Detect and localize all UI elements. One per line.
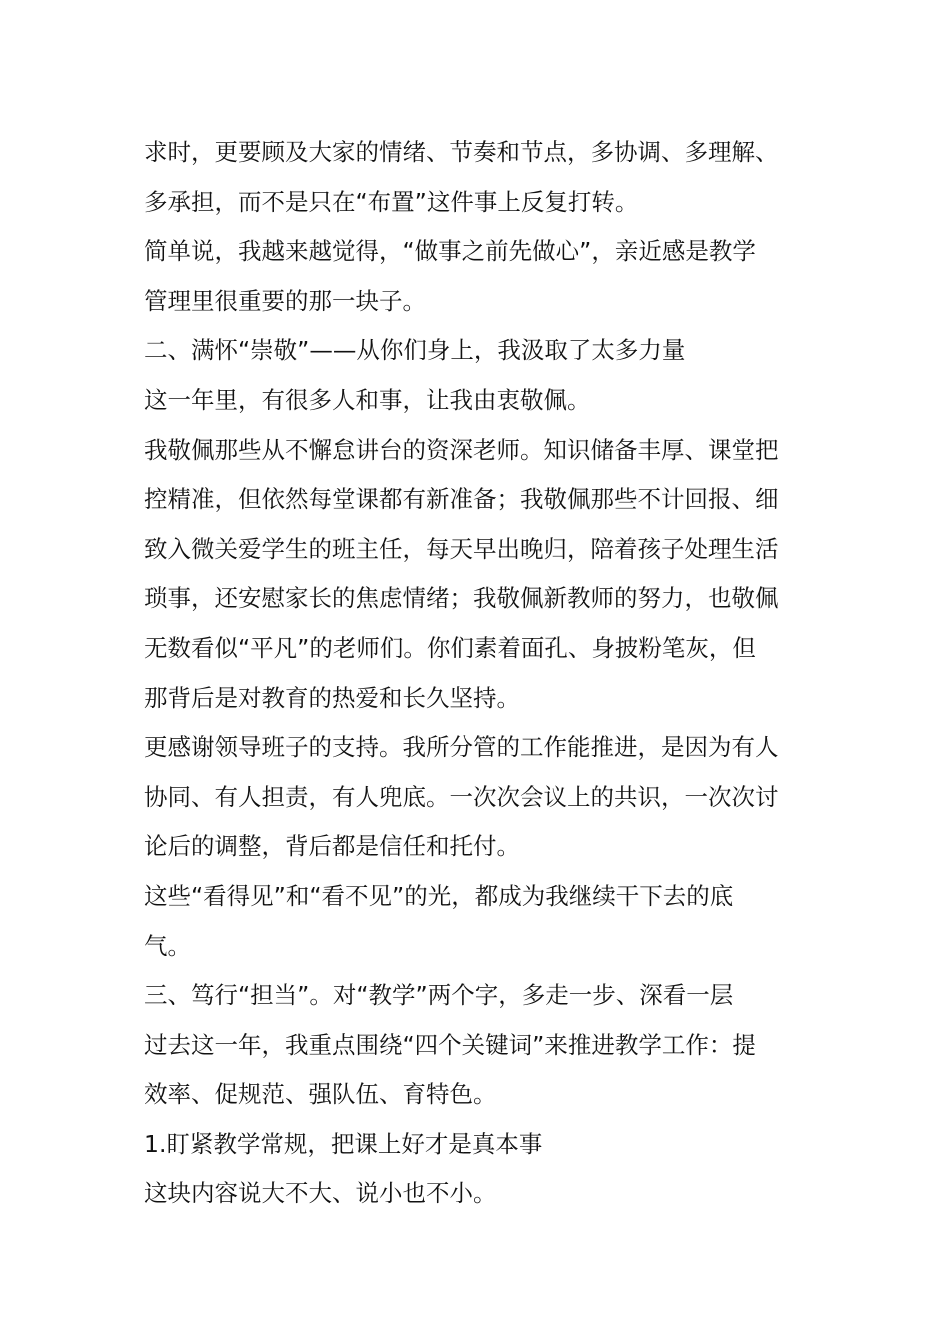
text-line: 过去这一年，我重点围绕“四个关键词”来推进教学工作：提 (144, 1030, 756, 1059)
text-line: 我敬佩那些从不懈怠讲台的资深老师。知识储备丰厚、课堂把 (144, 435, 779, 464)
text-line: 气。 (144, 931, 191, 960)
text-line: 求时，更要顾及大家的情绪、节奏和节点，多协调、多理解、 (144, 138, 779, 166)
text-line: 论后的调整，背后都是信任和托付。 (144, 832, 520, 861)
text-line: 那背后是对教育的热爱和长久坚持。 (144, 683, 520, 712)
text-line: 管理里很重要的那一块子。 (144, 286, 426, 315)
section-heading: 三、笃行“担当”。对“教学”两个字，多走一步、深看一层 (144, 981, 734, 1010)
text-line: 无数看似“平凡”的老师们。你们素着面孔、身披粉笔灰，但 (144, 633, 756, 662)
text-line: 致入微关爱学生的班主任，每天早出晚归，陪着孩子处理生活 (144, 534, 779, 563)
text-line: 这一年里，有很多人和事，让我由衷敬佩。 (144, 385, 591, 414)
subsection-heading: 1.盯紧教学常规，把课上好才是真本事 (144, 1129, 543, 1158)
text-line: 多承担，而不是只在“布置”这件事上反复打转。 (144, 187, 639, 216)
text-line: 效率、促规范、强队伍、育特色。 (144, 1080, 497, 1109)
text-line: 简单说，我越来越觉得，“做事之前先做心”，亲近感是教学 (144, 237, 756, 266)
text-line: 更感谢领导班子的支持。我所分管的工作能推进，是因为有人 (144, 733, 779, 762)
text-line: 这块内容说大不大、说小也不小。 (144, 1179, 497, 1208)
text-line: 控精准，但依然每堂课都有新准备；我敬佩那些不计回报、细 (144, 485, 779, 514)
text-line: 协同、有人担责，有人兜底。一次次会议上的共识，一次次讨 (144, 782, 779, 811)
text-line: 这些“看得见”和“看不见”的光，都成为我继续干下去的底 (144, 881, 734, 910)
document-body (144, 128, 814, 1219)
text-line: 琐事，还安慰家长的焦虑情绪；我敬佩新教师的努力，也敬佩 (144, 584, 779, 613)
section-heading: 二、满怀“崇敬”——从你们身上，我汲取了太多力量 (144, 336, 686, 365)
